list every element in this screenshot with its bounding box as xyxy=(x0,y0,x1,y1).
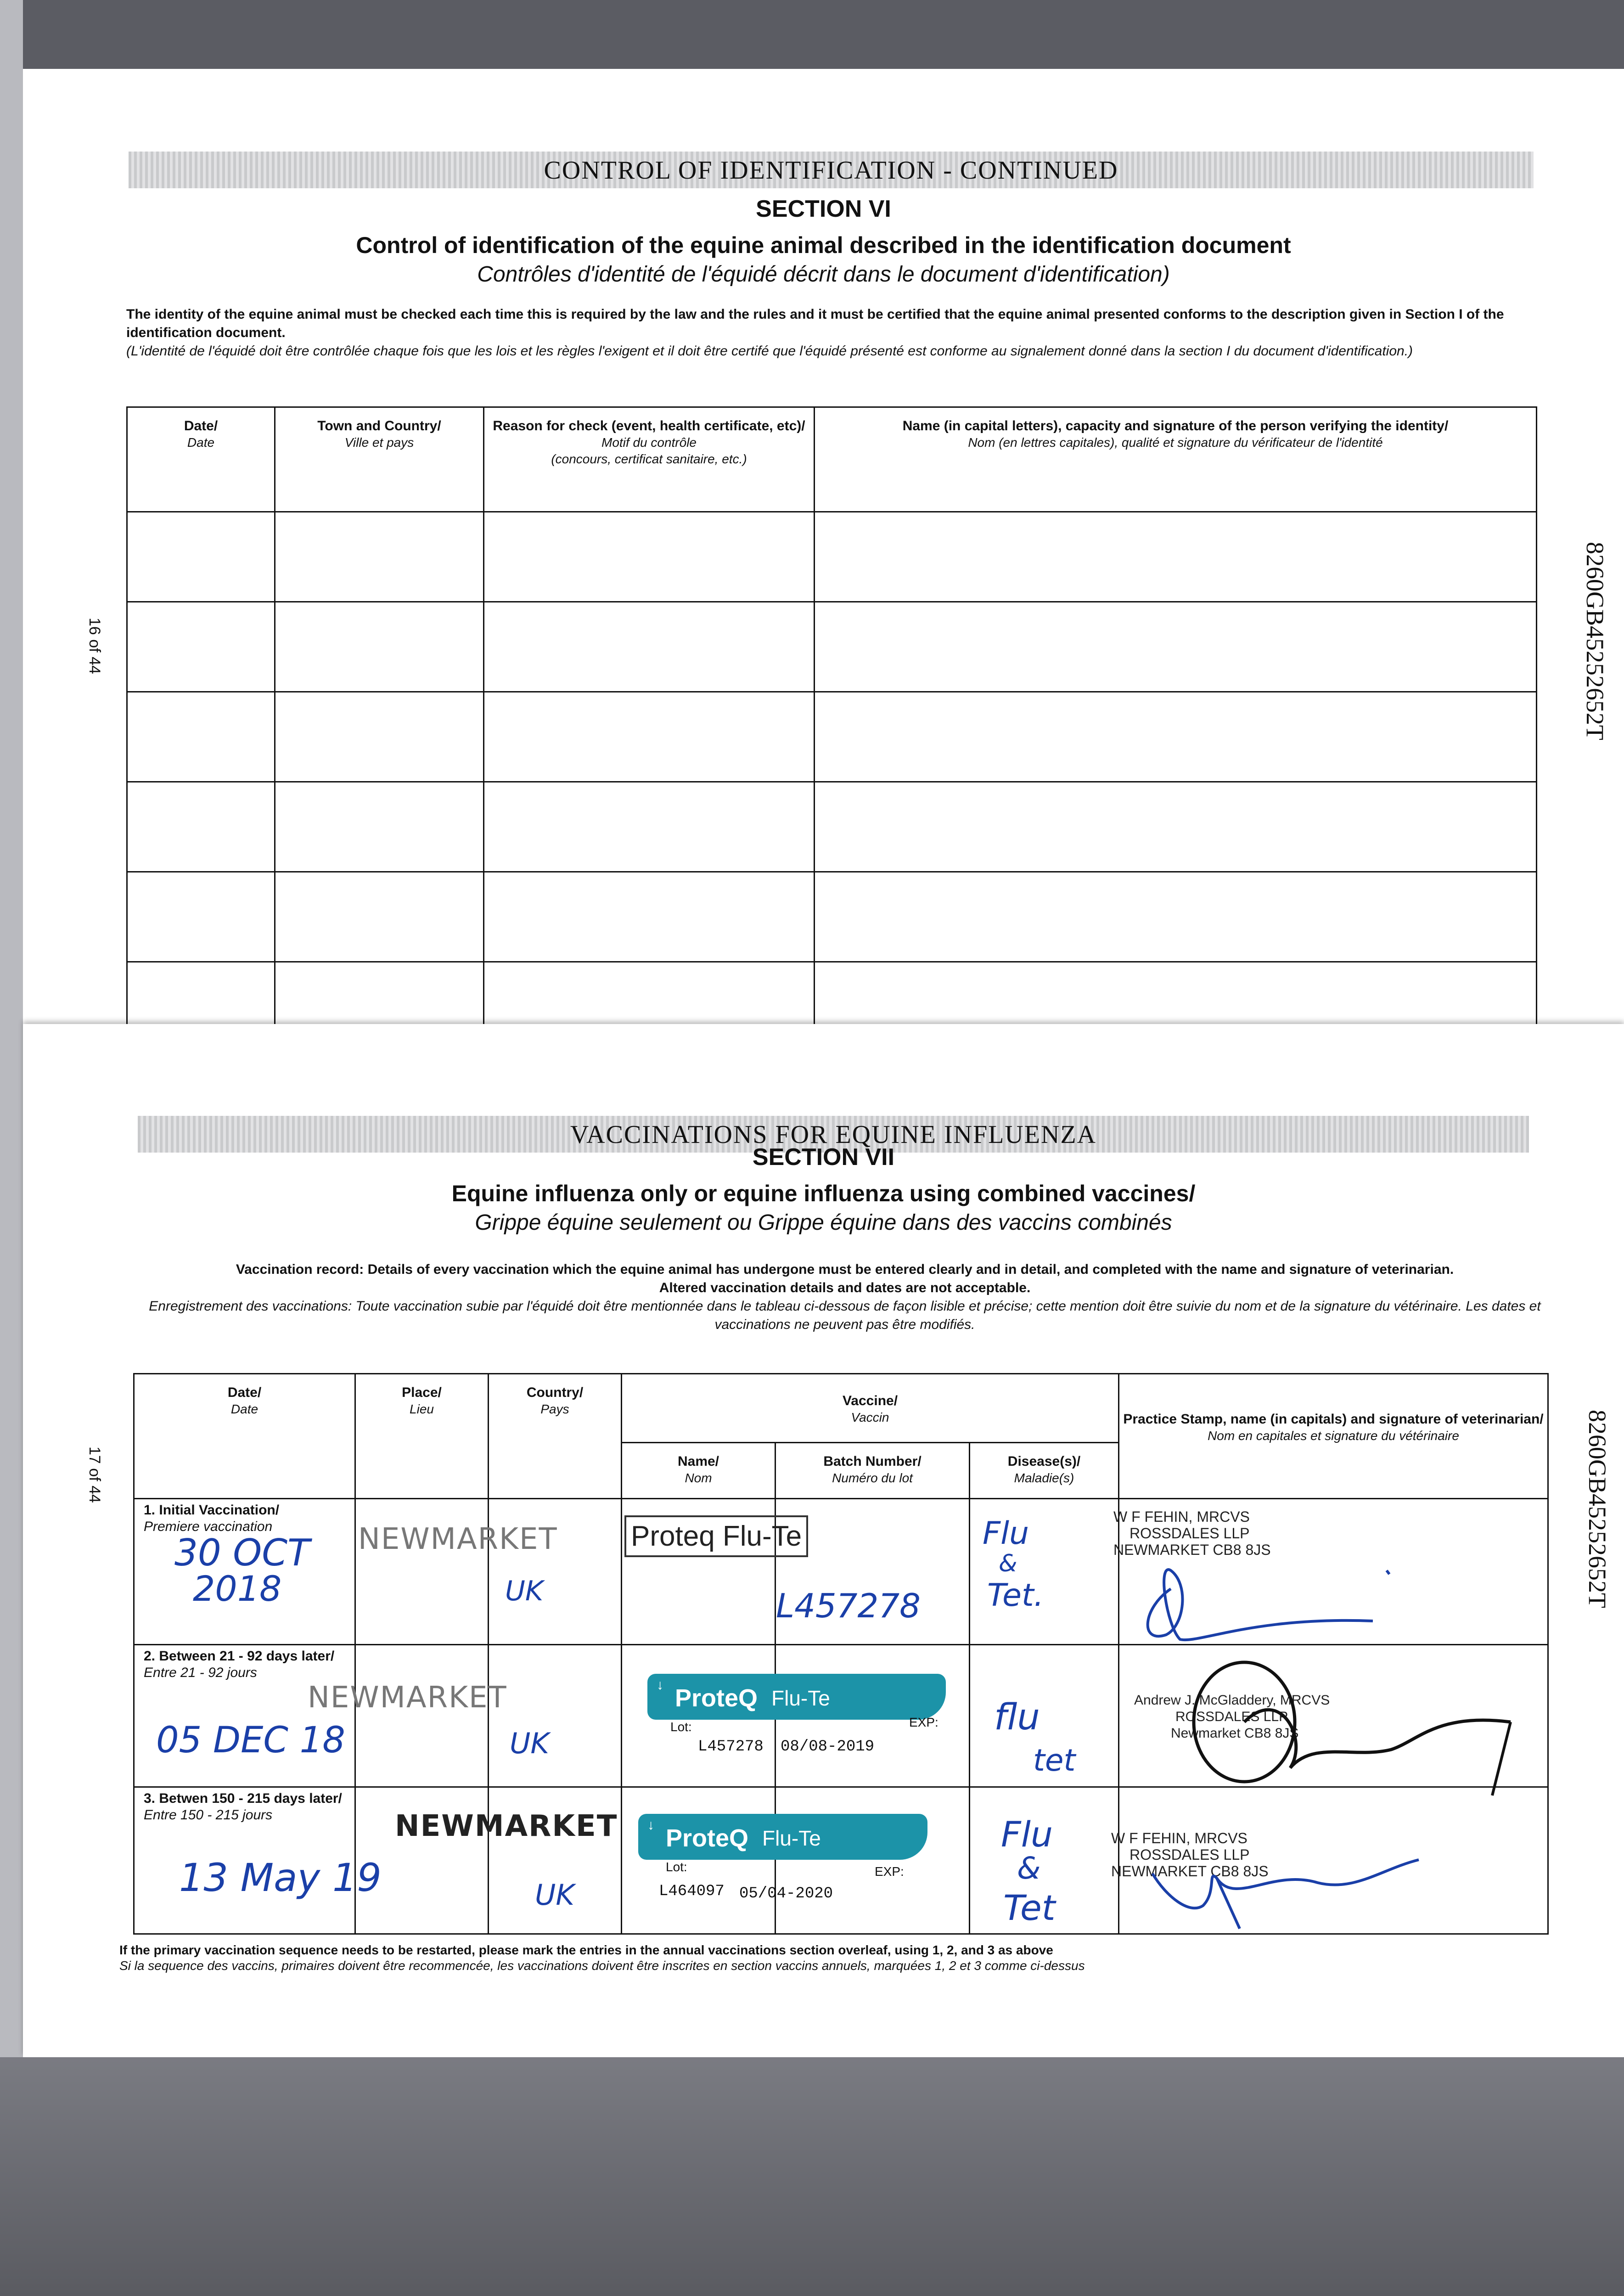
col-place: Place/ Lieu xyxy=(355,1374,489,1499)
row1-date-line2: 2018 xyxy=(193,1568,282,1609)
footnote-en: If the primary vaccination sequence needs to be restarted, please mark the entries in the annual vaccinations section overleaf, using 1, 2, and 3 as above xyxy=(119,1943,1053,1957)
row1-disease-line3: Tet. xyxy=(987,1577,1044,1614)
section-band-title: VACCINATIONS FOR EQUINE INFLUENZA xyxy=(138,1116,1529,1153)
col-country: Country/ Pays xyxy=(489,1374,622,1499)
page-number: 17 of 44 xyxy=(86,1446,103,1503)
row2-disease-line1: flu xyxy=(994,1697,1040,1738)
section-heading-fr: Contrôles d'identité de l'équidé décrit dans le document d'identification) xyxy=(477,262,1170,287)
row1-practice-stamp: W F FEHIN, MRCVS ROSSDALES LLP NEWMARKET CB8 8JS xyxy=(1113,1508,1271,1558)
row2-disease-line2: tet xyxy=(1033,1743,1076,1778)
intro-paragraph xyxy=(126,305,1531,360)
row1-vaccine-stamp: Proteq Flu-Te xyxy=(624,1515,808,1557)
row3-vet-signature xyxy=(1125,1841,1446,1933)
section-heading-fr: Grippe équine seulement ou Grippe équine dans des vaccins combinés xyxy=(475,1210,1172,1235)
row3-disease-line2: & xyxy=(1017,1851,1041,1886)
row3-vaccine-label: ↓ ProteQ Flu-Te xyxy=(638,1814,927,1860)
passport-page-17 xyxy=(23,1024,1624,2057)
identity-check-table xyxy=(126,406,1537,1050)
col-verifier: Name (in capital letters), capacity and signature of the person verifying the identity/ Nom (en lettres capitales), qualité et signature du vérificateur de l'identité xyxy=(815,407,1537,512)
document-id: 8260GB45252652T xyxy=(1581,542,1609,740)
row2-lot-label: Lot: xyxy=(670,1720,692,1734)
table-row xyxy=(127,512,1537,602)
row2-exp-value: 08/08-2019 xyxy=(781,1738,875,1756)
row2-practice-stamp: Andrew J. McGladdery, MRCVS ROSSDALES LLP Newmarket CB8 8JS xyxy=(1134,1693,1330,1741)
table-row xyxy=(127,602,1537,692)
col-town: Town and Country/ Ville et pays xyxy=(275,407,484,512)
record-en: Vaccination record: Details of every vaccination which the equine animal has undergone must be entered clearly and in detail, and completed with the name and signature of veterinarian. xyxy=(236,1262,1454,1277)
col-date: Date/ Date xyxy=(127,407,275,512)
row3-place-stamp: NEWMARKET xyxy=(395,1809,618,1843)
row3-lot-value: L464097 xyxy=(659,1883,725,1900)
row2-exp-label: EXP: xyxy=(909,1715,938,1729)
section-number: SECTION VII xyxy=(752,1144,895,1171)
record-en-2: Altered vaccination details and dates are not acceptable. xyxy=(659,1280,1031,1295)
row2-lot-value: L457278 xyxy=(698,1738,764,1756)
row3-lot-label: Lot: xyxy=(666,1860,687,1874)
row3-disease-line1: Flu xyxy=(1001,1814,1053,1855)
section-number: SECTION VI xyxy=(756,196,891,222)
row1-date-line1: 30 OCT xyxy=(174,1531,310,1574)
row1-place-stamp: NEWMARKET xyxy=(358,1522,558,1556)
row3-exp-label: EXP: xyxy=(875,1864,904,1879)
row1-country: UK xyxy=(505,1575,544,1607)
table-row xyxy=(127,782,1537,872)
section-heading-en: Equine influenza only or equine influenza using combined vaccines/ xyxy=(451,1181,1196,1206)
row2-place-stamp: NEWMARKET xyxy=(308,1681,507,1715)
intro-en: The identity of the equine animal must be checked each time this is required by the law and the rules and it must be certified that the equine animal presented conforms to the description given in Section I of the identification document. xyxy=(126,307,1504,340)
row2-country: UK xyxy=(510,1727,550,1760)
row1-vet-signature xyxy=(1116,1552,1410,1653)
intro-fr: (L'identité de l'équidé doit être contrôlée chaque fois que les lois et les règles l'exigent et il doit être certifé que l'équidé présenté est conforme au signalement donné dans la section I du document d'identification.) xyxy=(126,343,1413,359)
col-practice: Practice Stamp, name (in capitals) and signature of veterinarian/ Nom en capitales et signature du vétérinaire xyxy=(1119,1374,1548,1499)
vaccination-row-2: 2. Between 21 - 92 days later/ Entre 21 - 92 jours xyxy=(134,1645,1548,1787)
row3-country: UK xyxy=(535,1878,575,1912)
passport-page-16 xyxy=(23,69,1624,1024)
row2-vaccine-label: ↓ ProteQ Flu-Te xyxy=(647,1674,946,1720)
vaccination-row-1: 1. Initial Vaccination/ Premiere vaccination xyxy=(134,1499,1548,1645)
scan-background-top xyxy=(0,0,1624,69)
row3-disease-line3: Tet xyxy=(1003,1887,1056,1928)
row3-practice-stamp: W F FEHIN, MRCVS ROSSDALES LLP NEWMARKET CB8 8JS xyxy=(1111,1830,1269,1880)
footnote xyxy=(119,1942,1543,1974)
section-band-title: CONTROL OF IDENTIFICATION - CONTINUED xyxy=(129,152,1534,188)
row3-exp-value: 05/04-2020 xyxy=(739,1885,833,1902)
document-id: 8260GB45252652T xyxy=(1584,1410,1611,1608)
col-batch: Batch Number/ Numéro du lot xyxy=(775,1443,970,1499)
drop-icon: ↓ xyxy=(657,1677,663,1693)
col-vaccine-name: Name/ Nom xyxy=(622,1443,775,1499)
vaccination-record-paragraph xyxy=(140,1261,1550,1334)
scan-background-left xyxy=(0,0,23,2296)
row2-date: 05 DEC 18 xyxy=(156,1720,345,1761)
col-date: Date/ Date xyxy=(134,1374,355,1499)
footnote-fr: Si la sequence des vaccins, primaires doivent être recommencée, les vaccinations doivent être inscrites en section vaccins annuels, marquées 1, 2 et 3 comme ci-dessus xyxy=(119,1958,1085,1973)
record-fr: Enregistrement des vaccinations: Toute vaccination subie par l'équidé doit être mentionnée dans le tableau ci-dessous de façon lisible et précise; cette mention doit être suivie du nom et de la signature du vétérinaire. Les dates et vaccinations ne peuvent pas être modifiés. xyxy=(149,1299,1541,1332)
page-number: 16 of 44 xyxy=(86,618,103,674)
table-row xyxy=(127,872,1537,962)
row1-disease-line1: Flu xyxy=(983,1515,1029,1552)
table-row xyxy=(127,692,1537,782)
row1-disease-line2: & xyxy=(999,1550,1017,1577)
row2-vet-signature xyxy=(1162,1658,1529,1814)
col-vaccine: Vaccine/ Vaccin xyxy=(622,1374,1119,1443)
vaccination-row-3: 3. Betwen 150 - 215 days later/ Entre 150 - 215 jours xyxy=(134,1787,1548,1934)
section-heading-en: Control of identification of the equine animal described in the identification document xyxy=(356,232,1291,258)
row3-date: 13 May 19 xyxy=(179,1855,382,1900)
drop-icon: ↓ xyxy=(647,1818,654,1833)
row1-batch: L457278 xyxy=(776,1587,921,1625)
scan-background-bottom xyxy=(0,2057,1624,2296)
col-reason: Reason for check (event, health certificate, etc)/ Motif du contrôle (concours, certificat sanitaire, etc.) xyxy=(484,407,815,512)
col-disease: Disease(s)/ Maladie(s) xyxy=(970,1443,1119,1499)
